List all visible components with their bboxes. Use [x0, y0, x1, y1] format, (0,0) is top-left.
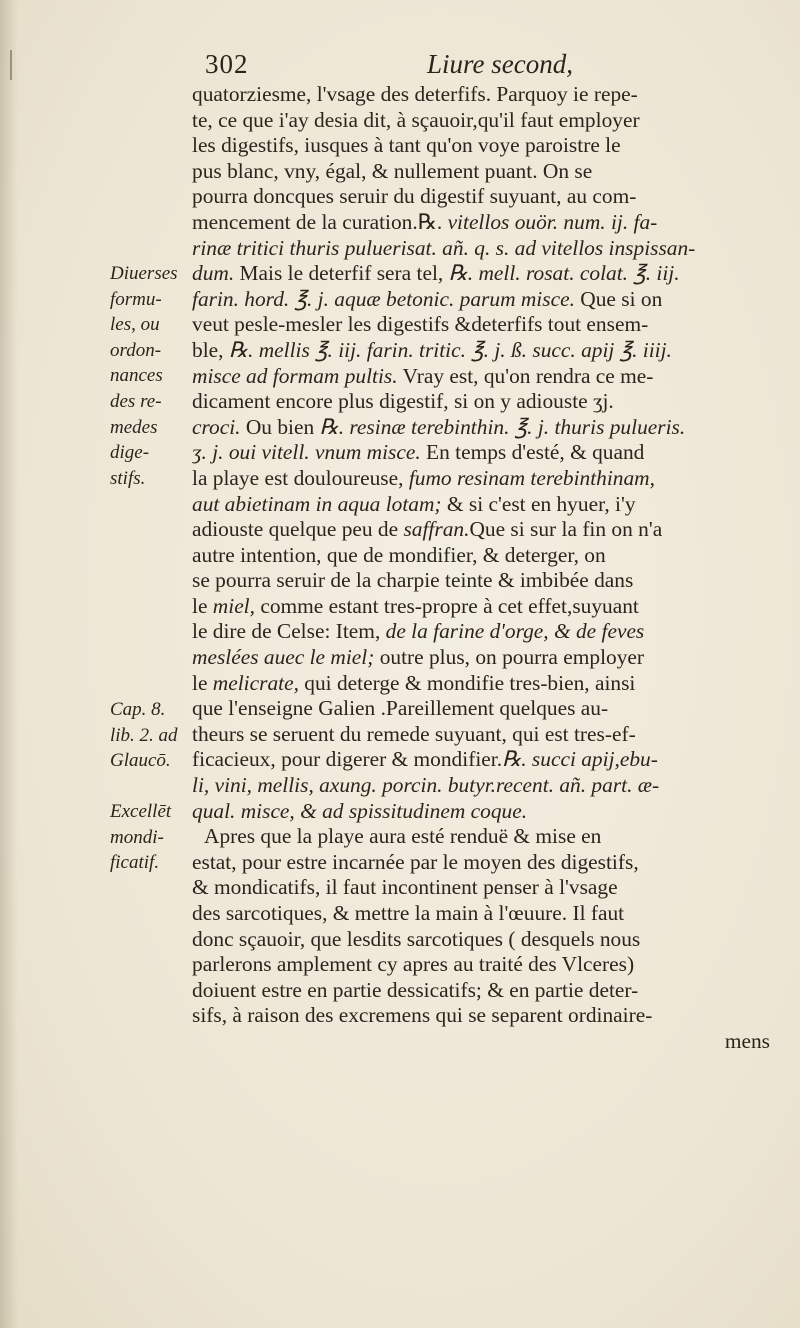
text-line: [192, 108, 770, 134]
text-line: [192, 952, 770, 978]
margin-note-reference: [110, 697, 190, 774]
margin-note-line: des re-: [110, 390, 162, 412]
text-segment: les digestifs, iusques à tant qu'on voye paroistre le: [192, 133, 621, 158]
margin-note-line: les, ou: [110, 314, 160, 336]
text-line: [192, 824, 770, 850]
text-segment: le dire de Celse: Item,: [192, 619, 386, 644]
margin-note-line: stifs.: [110, 467, 146, 489]
text-segment: ble,: [192, 337, 229, 362]
text-line: [192, 773, 770, 799]
text-segment: ficacieux, pour digerer & mondifier.: [192, 747, 503, 772]
italic-text-segment: ℞. mell. rosat. colat. ℥. iij.: [448, 261, 680, 286]
text-segment: que l'enseigne Galien .Pareillement quelques au-: [192, 696, 609, 721]
page-mark: [10, 50, 12, 80]
text-line: [192, 159, 770, 185]
body-text: [192, 82, 770, 1055]
italic-text-segment: dum.: [192, 261, 235, 286]
text-segment: outre plus, on pourra employer: [374, 645, 645, 670]
text-segment: & si c'est en hyuer, i'y: [441, 491, 636, 516]
gutter-shadow: [0, 0, 18, 1328]
text-segment: donc sçauoir, que lesdits sarcotiques ( desquels nous: [192, 926, 641, 951]
margin-note-line: Glaucō.: [110, 750, 171, 772]
italic-text-segment: de la farine d'orge, & de feves: [385, 619, 645, 644]
text-segment: & mondicatifs, il faut incontinent penser à l'vsage: [192, 875, 618, 900]
text-line: [192, 133, 770, 159]
text-segment: pus blanc, vny, égal, & nullement puant. On se: [192, 158, 593, 183]
italic-text-segment: qual. misce, & ad spissitudinem coque.: [192, 798, 528, 823]
text-segment: mencement de la curation.℞.: [192, 209, 448, 234]
italic-text-segment: saffran.: [403, 517, 470, 542]
italic-text-segment: rinæ tritici thuris puluerisat. añ. q. s. ad vitellos inspissan-: [192, 235, 696, 260]
margin-note-formules: [110, 261, 190, 491]
text-segment: comme estant tres-propre à cet effet,suyuant: [254, 593, 639, 618]
text-segment: qui deterge & mondifie tres-bien, ainsi: [298, 670, 636, 695]
page-header: [205, 44, 605, 84]
text-segment: Ou bien: [240, 414, 320, 439]
italic-text-segment: farin. hord. ℥. j. aquæ betonic. parum misce.: [192, 286, 575, 311]
text-segment: veut pesle-mesler les digestifs &deterfifs tout ensem-: [192, 312, 649, 337]
text-line: [192, 415, 770, 441]
text-line: [192, 568, 770, 594]
text-line: [192, 645, 770, 671]
text-line: [192, 364, 770, 390]
text-line: [192, 619, 770, 645]
text-line: [192, 1003, 770, 1029]
italic-text-segment: aut abietinam in aqua lotam;: [192, 491, 442, 516]
text-segment: autre intention, que de mondifier, & deterger, on: [192, 542, 606, 567]
text-line: [192, 210, 770, 236]
text-line: [192, 466, 770, 492]
margin-note-line: Excellēt: [110, 801, 172, 822]
italic-text-segment: ℞. mellis ℥. iij. farin. tritic. ℥. j. ß. succ. apij ℥. iiij.: [228, 337, 672, 362]
margin-note-line: nances: [110, 365, 163, 387]
text-segment: sifs, à raison des excremens qui se separent ordinaire-: [192, 1003, 653, 1028]
text-line: [192, 799, 770, 825]
italic-text-segment: croci.: [192, 414, 241, 439]
text-line: [192, 312, 770, 338]
text-segment: theurs se seruent du remede suyuant, qui est tres-ef-: [192, 721, 636, 746]
text-line: [192, 517, 770, 543]
text-segment: adiouste quelque peu de: [192, 517, 404, 542]
italic-text-segment: ℞. resinæ terebinthin. ℥. j. thuris pulueris.: [319, 414, 686, 439]
text-segment: te, ce que i'ay desia dit, à sçauoir,qu'il faut employer: [192, 107, 640, 132]
margin-note-line: lib. 2. ad: [110, 724, 178, 746]
margin-note-line: Diuerses: [110, 263, 178, 284]
text-segment: doiuent estre en partie dessicatifs; & en partie deter-: [192, 977, 639, 1002]
italic-text-segment: ℞. succi apij,ebu-: [502, 747, 658, 772]
text-segment: pourra doncques seruir du digestif suyuant, au com-: [192, 184, 637, 209]
text-line: [192, 389, 770, 415]
text-segment: Mais le deterfif sera tel,: [234, 261, 449, 286]
italic-text-segment: fumo resinam terebinthinam,: [408, 465, 655, 490]
text-segment: estat, pour estre incarnée par le moyen des digestifs,: [192, 849, 639, 874]
text-line: [192, 492, 770, 518]
text-line: [192, 901, 770, 927]
margin-note-line: ficatif.: [110, 852, 160, 874]
text-line: [192, 440, 770, 466]
text-line: [192, 261, 770, 287]
text-line: [192, 978, 770, 1004]
text-line: [192, 338, 770, 364]
text-line: [192, 747, 770, 773]
text-line: [192, 287, 770, 313]
folio-number: 302: [205, 49, 249, 79]
text-line: [192, 850, 770, 876]
margin-note-line: mondi-: [110, 826, 164, 848]
text-line: [192, 236, 770, 262]
margin-note-line: medes: [110, 416, 158, 438]
text-segment: En temps d'esté, & quand: [420, 440, 645, 465]
margin-note-line: dige-: [110, 442, 150, 464]
text-segment: parlerons amplement cy apres au traité des Vlceres): [192, 952, 635, 977]
text-line: [192, 927, 770, 953]
text-line: [192, 543, 770, 569]
text-segment: des sarcotiques, & mettre la main à l'œuure. Il faut: [192, 901, 625, 925]
italic-text-segment: vitellos ouör. num. ij. fa-: [447, 209, 658, 234]
italic-text-segment: melicrate,: [212, 670, 299, 695]
text-segment: quatorziesme, l'vsage des deterfifs. Parquoy ie repe-: [192, 82, 638, 106]
text-line: [192, 875, 770, 901]
text-segment: la playe est douloureuse,: [192, 465, 409, 490]
text-segment: dicament encore plus digestif, si on y adiouste ʒj.: [192, 389, 614, 414]
italic-text-segment: li, vini, mellis, axung. porcin. butyr.recent. añ. part. æ-: [192, 773, 660, 798]
text-line: [192, 696, 770, 722]
text-line: [192, 722, 770, 748]
text-line: [192, 1029, 770, 1055]
text-line: [192, 184, 770, 210]
italic-text-segment: ʒ. j. oui vitell. vnum misce.: [192, 440, 421, 465]
italic-text-segment: meslées auec le miel;: [192, 645, 375, 670]
text-segment: Apres que la playe aura esté renduë & mise en: [204, 824, 602, 849]
text-segment: Que si sur la fin on n'a: [469, 517, 663, 542]
text-line: [192, 594, 770, 620]
margin-note-line: Cap. 8.: [110, 699, 166, 720]
text-line: [192, 671, 770, 697]
text-segment: le: [192, 670, 213, 695]
text-segment: Que si on: [574, 286, 663, 311]
margin-note-line: ordon-: [110, 339, 162, 361]
text-segment: se pourra seruir de la charpie teinte & imbibée dans: [192, 568, 634, 593]
text-line: [192, 82, 770, 108]
text-segment: mens: [724, 1028, 770, 1053]
italic-text-segment: miel,: [212, 593, 255, 618]
running-title: Liure second,: [427, 49, 573, 79]
margin-note-mondificatif: [110, 799, 190, 876]
text-segment: le: [192, 593, 213, 618]
text-segment: Vray est, qu'on rendra ce me-: [397, 363, 654, 388]
margin-note-line: formu-: [110, 288, 162, 310]
italic-text-segment: misce ad formam pultis.: [192, 363, 398, 388]
